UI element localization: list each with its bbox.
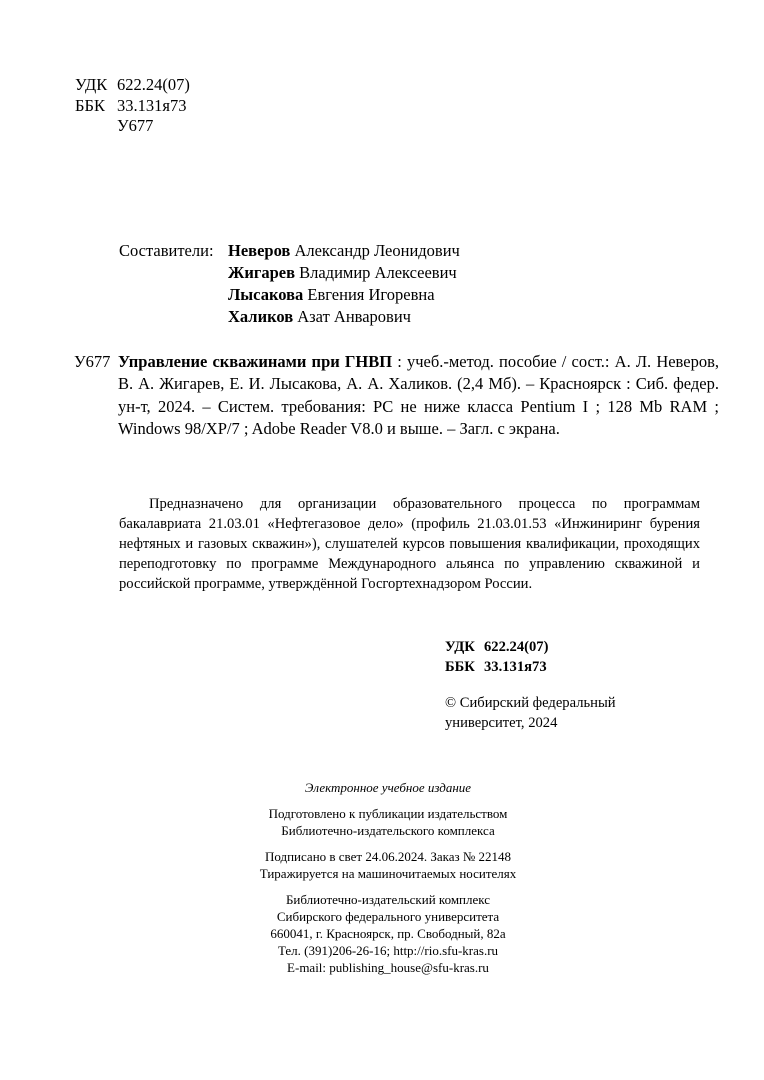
udk-line [445,638,548,658]
classification-header [75,75,190,137]
copyright-line: университет, 2024 [445,714,558,731]
bibliographic-description: : учеб.-метод. пособие / сост.: А. Л. Неверов, В. А. Жигарев, Е. И. Лысакова, А. А. Халиков. (2,4 Мб). – Красноярск : Сиб. федер. ун-т, 2024. – Систем. требования: PC не ниже класса Pentium I ; 128 Mb RAM ; Windows 98/XP/7 ; Adobe Reader V8.0 и выше. – Загл. с экрана. [118,352,719,439]
imprint-line: Подписано в свет 24.06.2024. Заказ № 22148 [264,849,512,864]
compilers-block [119,240,460,328]
compiler-surname: Жигарев [228,263,295,282]
imprint-line: 660041, г. Красноярск, пр. Свободный, 82а [270,926,506,941]
bbk-line [445,658,548,678]
compiler-row [119,262,460,284]
udk-label: УДК [445,639,475,655]
imprint-line: E-mail: publishing_house@sfu-kras.ru [287,960,489,975]
author-sign-line [75,116,190,137]
author-sign-code: У677 [74,352,111,371]
bbk-value: 33.131я73 [484,658,547,675]
imprint-line: Тел. (391)206-26-16; http://rio.sfu-kras.ru [277,943,499,958]
compiler-name: Евгения Игоревна [307,285,435,304]
bibliographic-text [118,351,719,441]
copyright-block [445,694,616,733]
udk-value: 622.24(07) [117,75,190,94]
udk-label: УДК [75,75,108,94]
author-sign: У677 [117,116,154,135]
classification-footer [445,638,548,677]
imprint-line: Подготовлено к публикации издательством [268,806,508,821]
compilers-title: Составители: [119,241,214,260]
compiler-row [119,240,460,262]
imprint-line: Библиотечно-издательского комплекса [281,823,495,838]
imprint-block [209,779,567,976]
annotation: Предназначено для организации образовательного процесса по программам бакалавриата 21.03.01 «Нефтегазовое дело» (профиль 21.03.01.53 «Инжиниринг бурения нефтяных и газовых скважин»), слушателей курсов повышения квалификации, проходящих переподготовку по программе Международного альянса по управлению скважиной и российской программе, утверждённой Госгортехнадзором России. [119,496,700,592]
compiler-name: Александр Леонидович [294,241,460,260]
bbk-label: ББК [445,658,475,675]
imprint-line: Тиражируется на машиночитаемых носителях [259,866,517,881]
bbk-value: 33.131я73 [117,95,187,115]
compiler-surname: Неверов [228,241,291,260]
compiler-surname: Лысакова [228,285,304,304]
copyright-line: © Сибирский федеральный [445,695,616,711]
compiler-name: Владимир Алексеевич [299,263,457,282]
compiler-row [119,306,460,328]
book-title: Управление скважинами при ГНВП [118,352,393,371]
edition-type: Электронное учебное издание [304,780,472,795]
compiler-name: Азат Анварович [297,307,411,326]
compiler-row [119,284,460,306]
imprint-line: Сибирского федерального университета [276,909,500,924]
compiler-surname: Халиков [228,307,294,326]
udk-line [75,75,190,96]
imprint-line: Библиотечно-издательский комплекс [285,892,491,907]
bbk-label: ББК [75,95,105,115]
udk-value: 622.24(07) [484,639,549,655]
bbk-line [75,96,190,117]
bibliographic-record [74,351,719,441]
